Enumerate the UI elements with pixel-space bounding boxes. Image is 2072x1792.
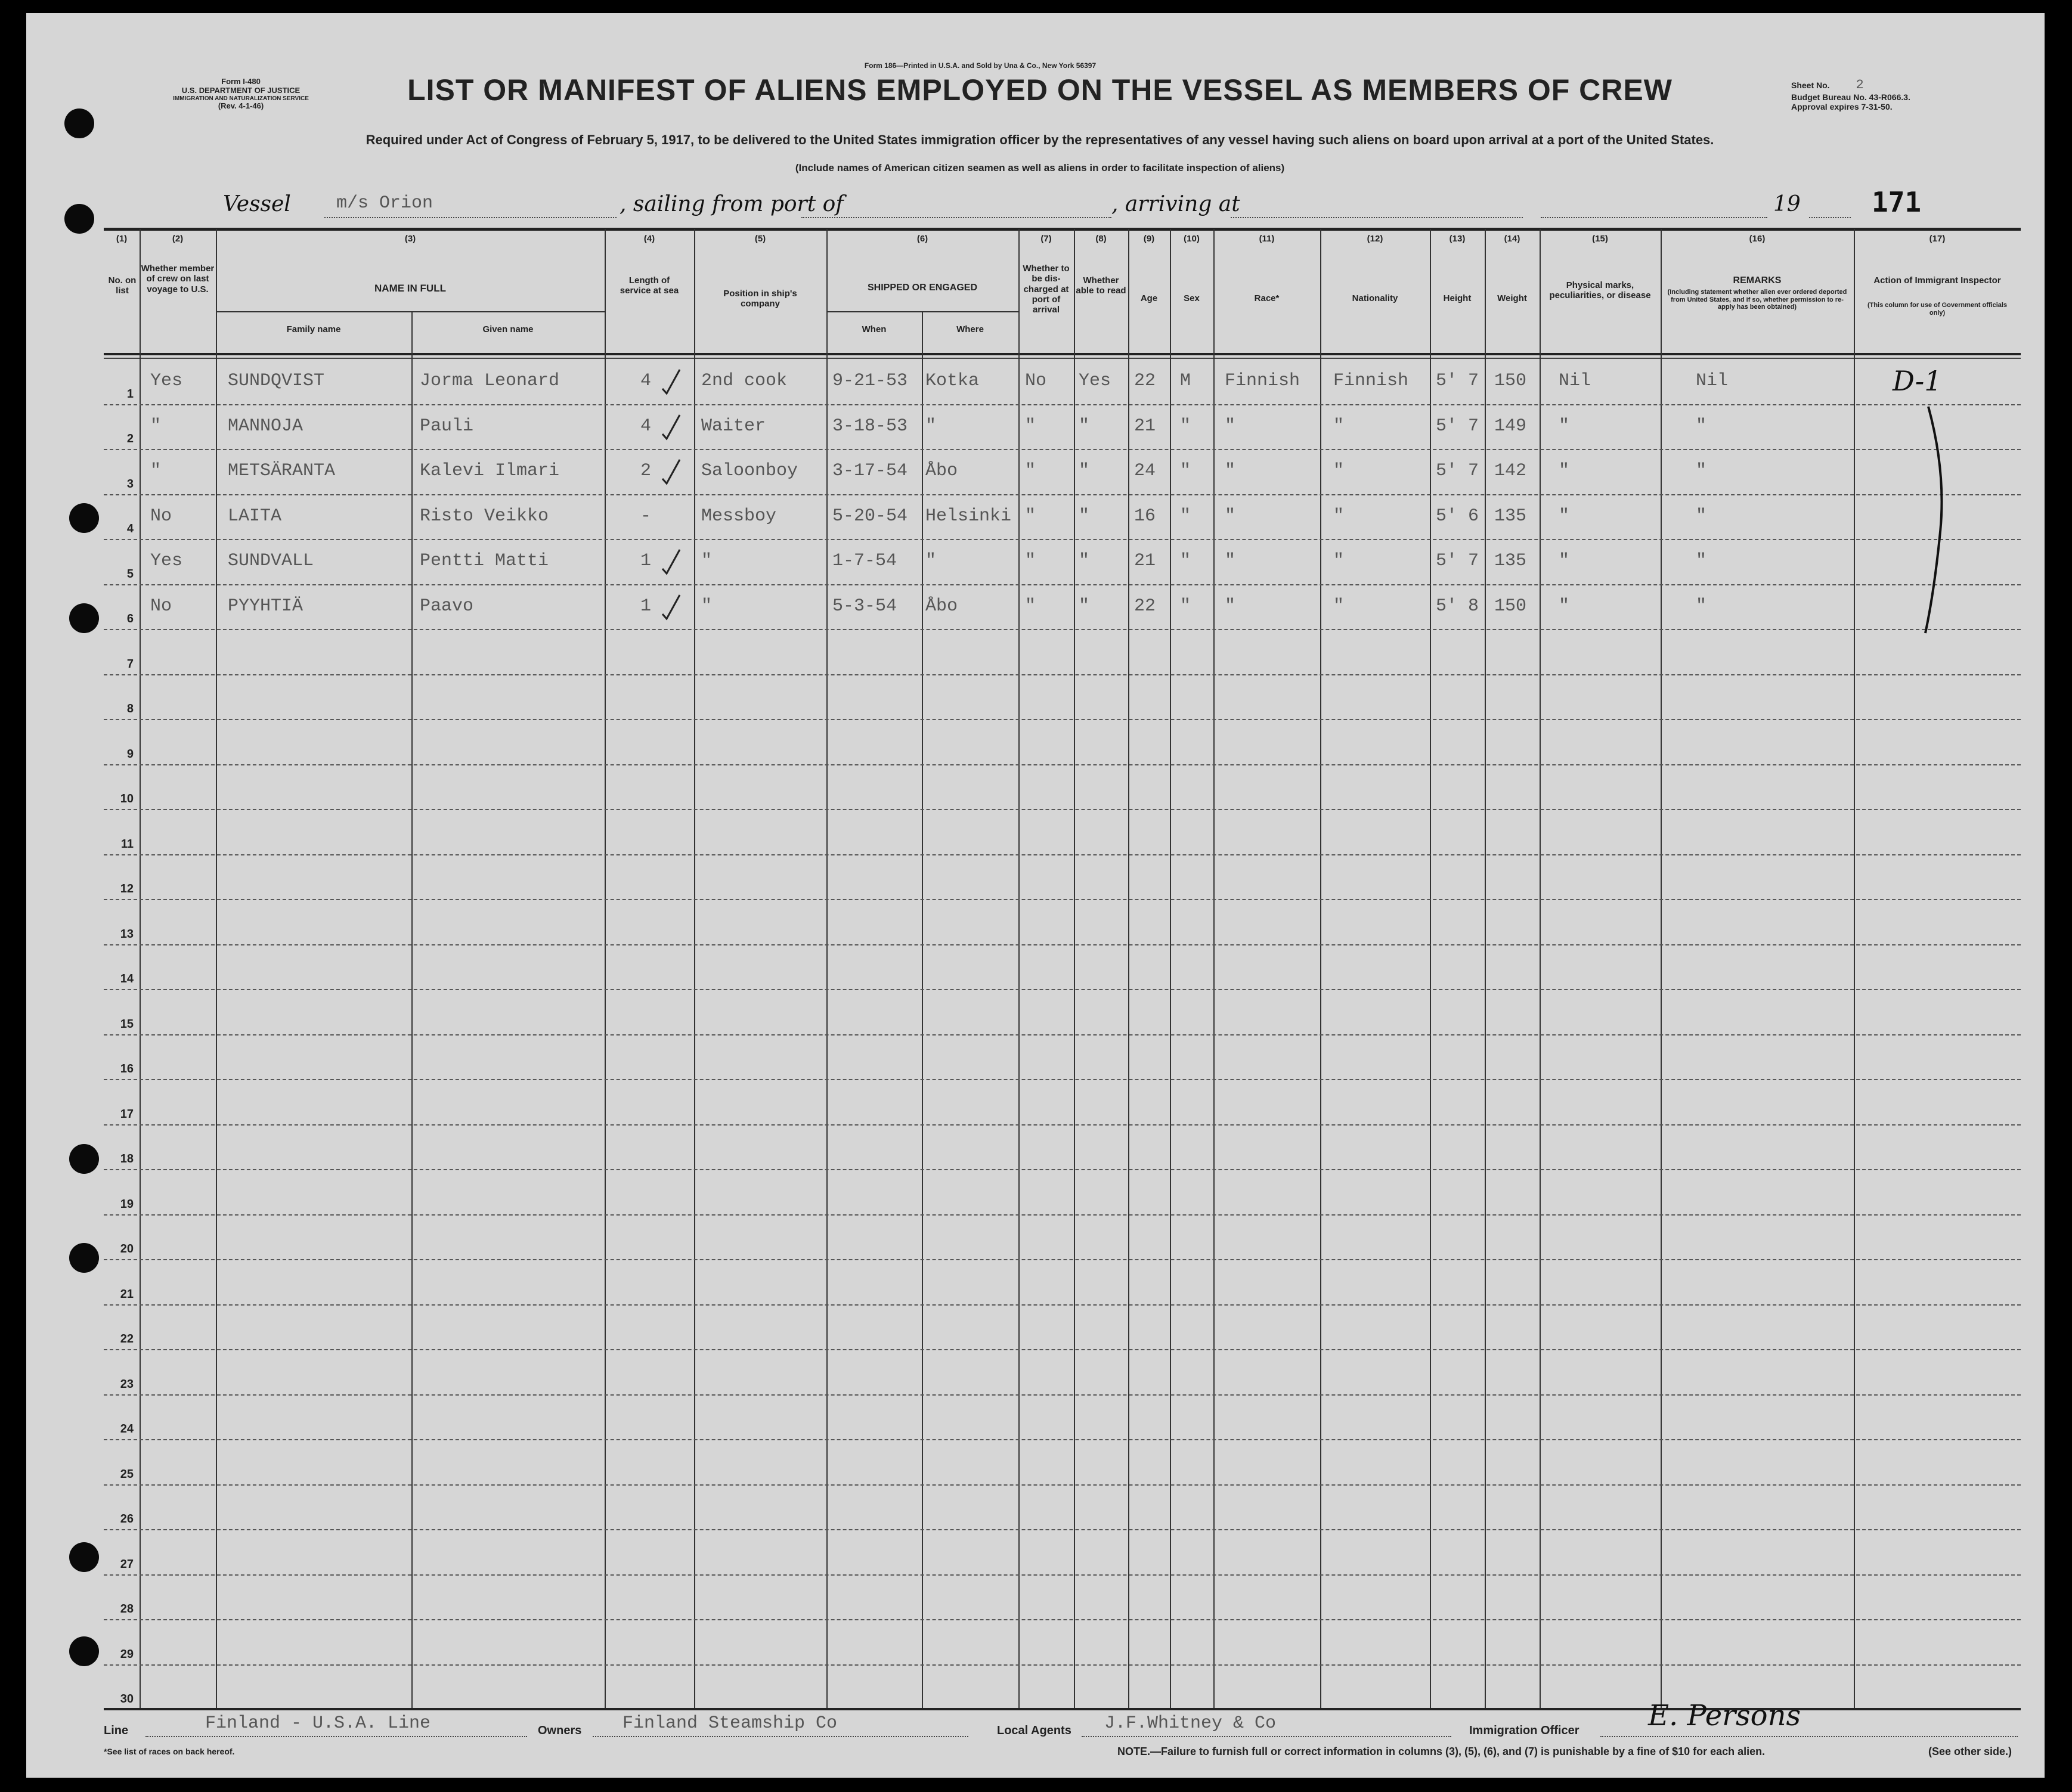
sheet-block xyxy=(1791,77,1970,111)
footer-line-label: Line xyxy=(104,1724,129,1737)
col-divider xyxy=(1485,229,1486,1708)
position-cell: " xyxy=(701,551,713,571)
punch-hole xyxy=(69,1243,99,1273)
row-number: 22 xyxy=(120,1332,134,1345)
form-subtitle: Required under Act of Congress of February 5, 1917, to be delivered to the United States immigration officer by the representatives of any vessel having such aliens on board upon arrival at a port of the United States. xyxy=(366,132,1714,147)
remarks-cell: " xyxy=(1696,461,1707,481)
checkmark-icon xyxy=(659,591,683,621)
footer-owners-value: Finland Steamship Co xyxy=(622,1713,838,1734)
remarks-cell: " xyxy=(1696,416,1707,436)
col-divider xyxy=(1854,229,1855,1708)
last-voyage-cell: Yes xyxy=(150,371,183,391)
col-divider xyxy=(140,229,141,1708)
position-cell: Saloonboy xyxy=(701,461,798,481)
sex-cell: " xyxy=(1180,506,1191,526)
col-divider xyxy=(694,229,695,1708)
able-to-read-cell: " xyxy=(1079,551,1090,571)
footer-line-field xyxy=(145,1736,527,1737)
row-rule xyxy=(104,1619,2021,1620)
nationality-cell: Finnish xyxy=(1333,371,1409,391)
service-length-cell: - xyxy=(640,506,652,526)
revision: (Rev. 4-1-46) xyxy=(218,101,264,111)
col-num: (16) xyxy=(1749,234,1766,244)
family-name-cell: SUNDQVIST xyxy=(228,371,325,391)
nationality-cell: " xyxy=(1333,506,1345,526)
punch-hole xyxy=(69,1144,99,1174)
row-rule xyxy=(104,1439,2021,1440)
row-rule xyxy=(104,899,2021,900)
header-weight: Weight xyxy=(1497,293,1527,303)
weight-cell: 142 xyxy=(1494,461,1527,481)
checkmark-icon xyxy=(659,411,683,441)
service-length-cell: 1 xyxy=(640,551,652,571)
row-number: 24 xyxy=(120,1422,134,1436)
nationality-cell: " xyxy=(1333,461,1345,481)
service: IMMIGRATION AND NATURALIZATION SERVICE xyxy=(173,95,309,102)
shipped-where-cell: Helsinki xyxy=(925,506,1012,526)
header-discharged: Whether to be dis-charged at port of arrival xyxy=(1023,263,1070,315)
row-number: 30 xyxy=(120,1692,134,1706)
sex-cell: M xyxy=(1180,371,1191,391)
header-family-name: Family name xyxy=(286,324,341,334)
row-rule xyxy=(104,449,2021,450)
row-number: 20 xyxy=(120,1242,134,1255)
col-divider xyxy=(1430,229,1431,1708)
given-name-cell: Kalevi Ilmari xyxy=(420,461,560,481)
row-number: 7 xyxy=(126,657,134,671)
year-prefix: 19 xyxy=(1773,192,1801,216)
service-length-cell: 4 xyxy=(640,371,652,391)
shipped-where-cell: Kotka xyxy=(925,371,980,391)
row-number: 8 xyxy=(126,702,134,715)
race-cell: " xyxy=(1225,551,1236,571)
footer-line-value: Finland - U.S.A. Line xyxy=(205,1713,431,1734)
sailing-port-line xyxy=(801,217,1111,218)
row-number: 3 xyxy=(126,477,134,491)
age-cell: 22 xyxy=(1134,596,1156,616)
physical-marks-cell: " xyxy=(1559,596,1570,616)
discharged-cell: " xyxy=(1025,596,1036,616)
row-number: 6 xyxy=(126,612,134,625)
header-shipped-or-engaged: SHIPPED OR ENGAGED xyxy=(867,283,978,293)
race-cell: Finnish xyxy=(1225,371,1300,391)
col-num: (14) xyxy=(1504,234,1520,244)
row-rule xyxy=(104,1079,2021,1080)
row-number: 5 xyxy=(126,567,134,581)
race-cell: " xyxy=(1225,461,1236,481)
approval-expiry: Approval expires 7-31-50. xyxy=(1791,102,1893,112)
punch-hole xyxy=(69,603,99,633)
col-divider xyxy=(826,229,828,1708)
row-number: 26 xyxy=(120,1512,134,1526)
budget-number: Budget Bureau No. 43-R066.3. xyxy=(1791,92,1910,103)
shipped-when-cell: 3-17-54 xyxy=(832,461,908,481)
row-rule xyxy=(104,629,2021,630)
col-num: (7) xyxy=(1040,234,1052,244)
position-cell: Waiter xyxy=(701,416,766,436)
discharged-cell: No xyxy=(1025,371,1047,391)
row-number: 12 xyxy=(120,882,134,895)
row-rule xyxy=(104,674,2021,675)
col-divider xyxy=(1018,229,1020,1708)
col-num: (1) xyxy=(116,234,128,244)
header-position: Position in ship's company xyxy=(723,289,797,309)
penalty-note: NOTE.—Failure to furnish full or correct information in columns (3), (5), (6), and (7) is punishable by a fine of $10 for each alien. xyxy=(1117,1746,1766,1757)
header-physical-marks: Physical marks, peculiarities, or disease xyxy=(1549,280,1651,301)
col-num: (3) xyxy=(404,234,416,244)
given-name-cell: Risto Veikko xyxy=(420,506,549,526)
last-voyage-cell: Yes xyxy=(150,551,183,571)
punch-hole xyxy=(69,503,99,533)
sex-cell: " xyxy=(1180,596,1191,616)
header-age: Age xyxy=(1140,293,1158,303)
nationality-cell: " xyxy=(1333,551,1345,571)
race-cell: " xyxy=(1225,416,1236,436)
arriving-label: , arriving at xyxy=(1111,192,1240,216)
col-divider xyxy=(411,311,413,1708)
row-rule xyxy=(104,1304,2021,1306)
last-voyage-cell: No xyxy=(150,596,172,616)
col-num: (13) xyxy=(1449,234,1466,244)
col-num: (2) xyxy=(172,234,184,244)
sailing-label: , sailing from port of xyxy=(620,192,844,216)
remarks-cell: " xyxy=(1696,596,1707,616)
punch-hole xyxy=(64,204,94,234)
punch-hole xyxy=(64,108,94,138)
height-cell: 5' 7 xyxy=(1436,551,1479,571)
row-rule xyxy=(104,404,2021,405)
header-height: Height xyxy=(1443,293,1472,303)
header-length-of-service: Length of service at sea xyxy=(620,275,679,296)
discharged-cell: " xyxy=(1025,416,1036,436)
row-rule xyxy=(104,1529,2021,1530)
footer-owners-field xyxy=(593,1736,968,1737)
weight-cell: 150 xyxy=(1494,596,1527,616)
row-rule xyxy=(104,854,2021,855)
footer-officer-field xyxy=(1600,1736,2018,1737)
discharged-cell: " xyxy=(1025,506,1036,526)
row-rule xyxy=(104,1484,2021,1486)
row-rule xyxy=(104,1034,2021,1035)
age-cell: 16 xyxy=(1134,506,1156,526)
shipped-when-cell: 9-21-53 xyxy=(832,371,908,391)
header-where: Where xyxy=(956,324,984,334)
printer-line: Form 186—Printed in U.S.A. and Sold by Una & Co., New York 56397 xyxy=(864,61,1097,70)
header-race: Race* xyxy=(1254,293,1280,303)
able-to-read-cell: " xyxy=(1079,506,1090,526)
shipped-when-cell: 5-20-54 xyxy=(832,506,908,526)
officer-signature: E. Persons xyxy=(1648,1699,1801,1732)
height-cell: 5' 6 xyxy=(1436,506,1479,526)
row-number: 11 xyxy=(120,837,134,851)
inspector-action-mark: D-1 xyxy=(1893,365,1942,397)
sheet-number: 2 xyxy=(1856,77,1864,92)
header-name-in-full: NAME IN FULL xyxy=(374,283,446,294)
row-number: 18 xyxy=(120,1152,134,1165)
shipped-where-cell: " xyxy=(925,551,937,571)
age-cell: 21 xyxy=(1134,551,1156,571)
row-rule xyxy=(104,809,2021,810)
able-to-read-cell: " xyxy=(1079,596,1090,616)
last-voyage-cell: " xyxy=(150,416,162,436)
height-cell: 5' 8 xyxy=(1436,596,1479,616)
row-rule xyxy=(104,1124,2021,1126)
inspector-bracket xyxy=(1916,401,1952,639)
family-name-cell: PYYHTIÄ xyxy=(228,596,303,616)
weight-cell: 150 xyxy=(1494,371,1527,391)
shipped-where-cell: Åbo xyxy=(925,461,958,481)
col-num: (10) xyxy=(1184,234,1200,244)
shipped-when-cell: 1-7-54 xyxy=(832,551,897,571)
row-rule xyxy=(104,719,2021,720)
col-divider xyxy=(1320,229,1321,1708)
form-id: Form I-480 xyxy=(221,77,261,86)
age-cell: 21 xyxy=(1134,416,1156,436)
footer-owners-label: Owners xyxy=(538,1724,582,1737)
col-num: (17) xyxy=(1929,234,1946,244)
header-given-name: Given name xyxy=(482,324,534,334)
row-number: 2 xyxy=(126,432,134,445)
last-voyage-cell: " xyxy=(150,461,162,481)
col-num: (11) xyxy=(1259,234,1275,244)
service-length-cell: 4 xyxy=(640,416,652,436)
shipped-when-cell: 5-3-54 xyxy=(832,596,897,616)
nationality-cell: " xyxy=(1333,416,1345,436)
row-rule xyxy=(104,1664,2021,1666)
col-divider xyxy=(1170,229,1171,1708)
row-rule xyxy=(104,1394,2021,1396)
sex-cell: " xyxy=(1180,551,1191,571)
able-to-read-cell: " xyxy=(1079,416,1090,436)
header-remarks-note: (Including statement whether alien ever ordered deported from United States, and if so, whether permission to re-apply has been obtained) xyxy=(1667,289,1847,311)
checkmark-icon xyxy=(659,366,683,396)
shipped-when-cell: 3-18-53 xyxy=(832,416,908,436)
header-inspector-note: (This column for use of Government officials only) xyxy=(1867,302,2008,317)
family-name-cell: LAITA xyxy=(228,506,282,526)
nationality-cell: " xyxy=(1333,596,1345,616)
row-number: 17 xyxy=(120,1107,134,1121)
row-rule xyxy=(104,1574,2021,1576)
remarks-cell: " xyxy=(1696,551,1707,571)
footer-officer-label: Immigration Officer xyxy=(1469,1724,1579,1737)
header-when: When xyxy=(862,324,887,334)
row-rule xyxy=(104,494,2021,495)
form-title: LIST OR MANIFEST OF ALIENS EMPLOYED ON THE VESSEL AS MEMBERS OF CREW xyxy=(407,73,1673,107)
vessel-field-line xyxy=(324,217,617,218)
row-rule xyxy=(104,944,2021,945)
header-inspector-action: Action of Immigrant Inspector xyxy=(1873,275,2001,286)
age-cell: 24 xyxy=(1134,461,1156,481)
physical-marks-cell: " xyxy=(1559,506,1570,526)
footer-agents-value: J.F.Whitney & Co xyxy=(1104,1713,1277,1734)
col-divider xyxy=(1661,229,1662,1708)
row-rule xyxy=(104,539,2021,540)
weight-cell: 135 xyxy=(1494,506,1527,526)
sex-cell: " xyxy=(1180,461,1191,481)
height-cell: 5' 7 xyxy=(1436,461,1479,481)
form-subtitle-note: (Include names of American citizen seamen as well as aliens in order to facilitate inspection of aliens) xyxy=(795,162,1285,173)
physical-marks-cell: Nil xyxy=(1559,371,1591,391)
family-name-cell: METSÄRANTA xyxy=(228,461,336,481)
manifest-sheet xyxy=(26,13,2045,1778)
row-number: 27 xyxy=(120,1557,134,1571)
punch-hole xyxy=(69,1636,99,1666)
remarks-cell: " xyxy=(1696,506,1707,526)
name-subheader-rule xyxy=(216,311,605,312)
shipped-where-cell: " xyxy=(925,416,937,436)
weight-cell: 135 xyxy=(1494,551,1527,571)
row-rule xyxy=(104,1214,2021,1216)
height-cell: 5' 7 xyxy=(1436,416,1479,436)
weight-cell: 149 xyxy=(1494,416,1527,436)
physical-marks-cell: " xyxy=(1559,551,1570,571)
sheet-label: Sheet No. xyxy=(1791,80,1830,90)
table-top-rule xyxy=(104,228,2021,231)
row-number: 16 xyxy=(120,1062,134,1075)
family-name-cell: SUNDVALL xyxy=(228,551,314,571)
col-divider xyxy=(1128,229,1129,1708)
header-last-voyage: Whether member of crew on last voyage to U.S. xyxy=(141,263,215,294)
row-number: 21 xyxy=(120,1287,134,1301)
header-able-to-read: Whether able to read xyxy=(1076,275,1126,296)
row-number: 14 xyxy=(120,972,134,985)
discharged-cell: " xyxy=(1025,551,1036,571)
row-rule xyxy=(104,989,2021,990)
able-to-read-cell: Yes xyxy=(1079,371,1111,391)
given-name-cell: Pauli xyxy=(420,416,474,436)
row-number: 15 xyxy=(120,1017,134,1031)
position-cell: Messboy xyxy=(701,506,777,526)
row-number: 9 xyxy=(126,747,134,761)
row-number: 1 xyxy=(126,387,134,401)
position-cell: " xyxy=(701,596,713,616)
row-rule xyxy=(104,764,2021,765)
physical-marks-cell: " xyxy=(1559,461,1570,481)
col-divider xyxy=(605,229,606,1708)
col-num: (9) xyxy=(1143,234,1155,244)
row-number: 28 xyxy=(120,1602,134,1616)
row-rule xyxy=(104,584,2021,585)
discharged-cell: " xyxy=(1025,461,1036,481)
col-num: (5) xyxy=(754,234,766,244)
physical-marks-cell: " xyxy=(1559,416,1570,436)
col-divider xyxy=(1213,229,1215,1708)
row-number: 4 xyxy=(126,522,134,535)
height-cell: 5' 7 xyxy=(1436,371,1479,391)
checkmark-icon xyxy=(659,456,683,486)
col-num: (12) xyxy=(1367,234,1383,244)
given-name-cell: Pentti Matti xyxy=(420,551,549,571)
shipped-subheader-rule xyxy=(826,311,1018,312)
col-num: (8) xyxy=(1095,234,1107,244)
see-other-side-note: (See other side.) xyxy=(1928,1746,2012,1757)
service-length-cell: 2 xyxy=(640,461,652,481)
shipped-where-cell: Åbo xyxy=(925,596,958,616)
age-cell: 22 xyxy=(1134,371,1156,391)
table-header-rule-2 xyxy=(104,358,2021,359)
given-name-cell: Jorma Leonard xyxy=(420,371,560,391)
col-num: (15) xyxy=(1592,234,1608,244)
position-cell: 2nd cook xyxy=(701,371,788,391)
punch-hole xyxy=(69,1542,99,1572)
row-number: 23 xyxy=(120,1377,134,1391)
row-number: 10 xyxy=(120,792,134,805)
col-num: (6) xyxy=(916,234,928,244)
col-divider xyxy=(1074,229,1075,1708)
row-rule xyxy=(104,1349,2021,1350)
vessel-name: m/s Orion xyxy=(336,193,433,213)
row-rule xyxy=(104,1169,2021,1170)
races-note: *See list of races on back hereof. xyxy=(104,1747,235,1756)
service-length-cell: 1 xyxy=(640,596,652,616)
footer-agents-field xyxy=(1082,1736,1451,1737)
able-to-read-cell: " xyxy=(1079,461,1090,481)
vessel-label: Vessel xyxy=(223,192,291,216)
arriving-port-line xyxy=(1231,217,1523,218)
col-num: (4) xyxy=(643,234,655,244)
stamp-number: 171 xyxy=(1872,186,1922,218)
department: U.S. DEPARTMENT OF JUSTICE xyxy=(181,85,301,95)
given-name-cell: Paavo xyxy=(420,596,474,616)
row-number: 19 xyxy=(120,1197,134,1211)
sex-cell: " xyxy=(1180,416,1191,436)
row-number: 25 xyxy=(120,1467,134,1481)
race-cell: " xyxy=(1225,596,1236,616)
row-number: 29 xyxy=(120,1647,134,1661)
family-name-cell: MANNOJA xyxy=(228,416,303,436)
header-remarks: REMARKS xyxy=(1733,275,1782,286)
col-divider xyxy=(1540,229,1541,1708)
header-no-on-list: No. on list xyxy=(108,275,137,296)
col-divider xyxy=(922,311,923,1708)
remarks-cell: Nil xyxy=(1696,371,1729,391)
header-nationality: Nationality xyxy=(1352,293,1398,303)
year-line xyxy=(1809,217,1851,218)
col-divider xyxy=(216,229,217,1708)
header-sex: Sex xyxy=(1184,293,1200,303)
arrival-date-line xyxy=(1541,217,1767,218)
form-id-block xyxy=(140,77,342,111)
row-number: 13 xyxy=(120,927,134,941)
footer-agents-label: Local Agents xyxy=(997,1724,1071,1737)
row-rule xyxy=(104,1259,2021,1260)
race-cell: " xyxy=(1225,506,1236,526)
checkmark-icon xyxy=(659,546,683,576)
table-header-rule xyxy=(104,353,2021,355)
last-voyage-cell: No xyxy=(150,506,172,526)
